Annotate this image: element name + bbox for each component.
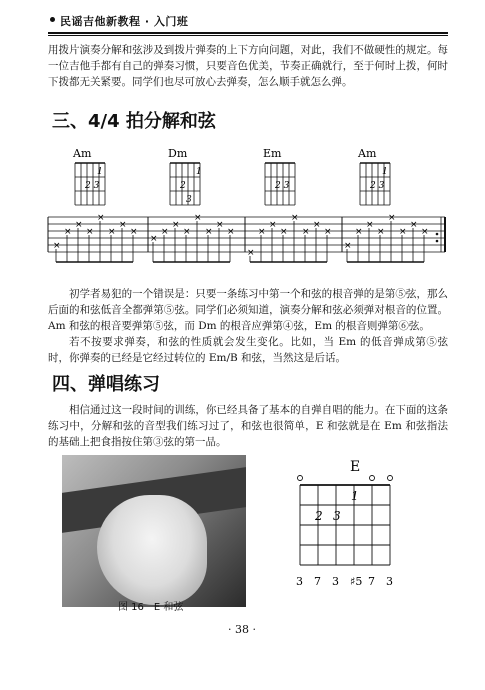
tab-note: × [324, 227, 332, 237]
intro-paragraph: 用拨片演奏分解和弦涉及到拨片弹奏的上下方向问题，对此，我们不做硬性的规定。每一位吉他手都有自己的弹奏习惯，只要音色优美，节奏正确就行，至于何时上拨，何时下拨都无关紧要。同学们也尽可放心去弹奏，怎么顺手就怎么弹。 [48, 44, 448, 88]
header-rule [48, 32, 448, 34]
chord-name: Am [358, 147, 377, 160]
tab-note: × [205, 227, 213, 237]
tab-note: × [399, 227, 407, 237]
paragraph-mistakes-a: 初学者易犯的一个错误是：只要一条练习中第一个和弦的根音弹的是第⑤弦，那么后面的和弦低音全都弹第⑤弦。同学们必须知道，演奏分解和弦必须弹对根音的位置。Am 和弦的根音要弹第⑤弦，而 Dm 的根音应弹第④弦，Em 的根音则弹第⑥弦。 [48, 288, 448, 332]
e-finger-number: 3 [333, 509, 341, 523]
tab-note: × [410, 220, 418, 230]
paragraph-mistakes-b: 若不按要求弹奏，和弦的性质就会发生变化。比如，当 Em 的低音弹成第⑤弦时，你弹奏的已经是它经过转位的 Em/B 和弦，当然这是后话。 [48, 336, 448, 364]
e-chord-name: E [350, 459, 361, 475]
tab-note: × [172, 220, 180, 230]
tab-note: × [291, 213, 299, 223]
e-finger-number: 1 [351, 489, 359, 503]
open-string-marker [388, 476, 393, 481]
paragraph-mistakes [48, 286, 448, 366]
tab-note: × [227, 227, 235, 237]
e-finger-number: 2 [315, 509, 323, 523]
page-number: · 38 · [228, 623, 256, 636]
e-note: 3 [332, 575, 339, 588]
tab-note: × [313, 220, 321, 230]
tab-note: × [344, 241, 352, 251]
header-rule-thin [48, 35, 448, 36]
tab-note: × [258, 227, 266, 237]
hand-photo [62, 455, 246, 607]
section4-heading: 四、弹唱练习 [52, 374, 160, 395]
section3-heading: 三、4/4 拍分解和弦 [52, 111, 216, 132]
tab-note: × [130, 227, 138, 237]
figure-caption: 图 16 E 和弦 [118, 602, 184, 613]
tab-note: × [150, 234, 158, 244]
finger-number: 3 [186, 195, 192, 205]
e-chord-diagram [290, 455, 440, 615]
finger-number: 1 [196, 167, 202, 177]
finger-number: 2 3 [275, 181, 290, 191]
repeat-dot [436, 240, 439, 243]
tab-note: × [97, 213, 105, 223]
tab-note: × [355, 227, 363, 237]
e-note: ♯5 [350, 575, 363, 588]
finger-number: 2 [180, 181, 186, 191]
finger-number: 2 3 [370, 181, 385, 191]
paragraph-practice: 相信通过这一段时间的训练，你已经具备了基本的自弹自唱的能力。在下面的这条练习中，分解和弦的音型我们练习过了，和弦也很简单，E 和弦就是在 Em 和弦指法的基础上把食指按住第③弦的第一品。 [48, 404, 448, 448]
tab-note: × [86, 227, 94, 237]
tab-note: × [302, 227, 310, 237]
tab-note: × [216, 220, 224, 230]
tab-note: × [161, 227, 169, 237]
tab-note: × [280, 227, 288, 237]
tab-note: × [247, 248, 255, 258]
tab-note: × [108, 227, 116, 237]
finger-number: 1 [382, 167, 388, 177]
e-note: 3 [296, 575, 303, 588]
open-string-marker [298, 476, 303, 481]
tab-note: × [366, 220, 374, 230]
e-note: 7 [314, 575, 321, 588]
chord-name: Dm [168, 147, 188, 160]
open-string-marker [370, 476, 375, 481]
chord-name: Am [73, 147, 92, 160]
tab-note: × [194, 213, 202, 223]
header-bullet [50, 17, 55, 22]
tab-note: × [75, 220, 83, 230]
finger-number: 2 3 [85, 181, 100, 191]
tab-note: × [183, 227, 191, 237]
tab-note: × [421, 227, 429, 237]
chord-name: Em [263, 147, 282, 160]
tab-note: × [64, 227, 72, 237]
hand-shape [97, 495, 207, 605]
tab-note: × [388, 213, 396, 223]
header-title: 民谣吉他新教程 · 入门班 [60, 15, 189, 28]
e-note: 7 [368, 575, 375, 588]
tab-note: × [53, 241, 61, 251]
tab-note: × [377, 227, 385, 237]
tab-note: × [119, 220, 127, 230]
chord-tab-figure [40, 145, 460, 270]
e-note: 3 [386, 575, 393, 588]
tab-note: × [269, 220, 277, 230]
finger-number: 1 [97, 167, 103, 177]
repeat-dot [436, 233, 439, 236]
